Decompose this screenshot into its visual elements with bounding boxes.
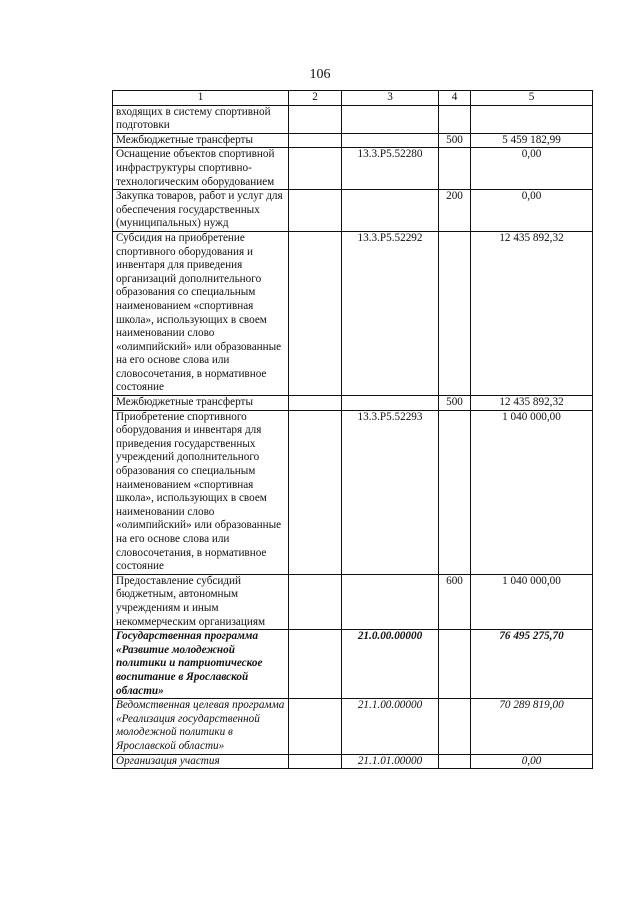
row-code-cell — [342, 396, 439, 411]
table-row — [113, 105, 593, 133]
row-name-cell: Субсидия на приобретение спортивного оборудования и инвентаря для приведения организаций дополнительного образования со специальным наименованием «спортивная школа», использующих в своем наименовании слово «олимпийский» или образованные на его основе слова или словосочетания, в нормативное состояние — [113, 231, 289, 395]
row-type-cell — [439, 410, 471, 574]
row-name-cell: Межбюджетные трансферты — [113, 133, 289, 148]
row-amount-cell: 0,00 — [471, 148, 593, 190]
table-row — [113, 699, 593, 754]
row-type-cell: 500 — [439, 133, 471, 148]
table-row — [113, 190, 593, 232]
row-col2-cell — [289, 410, 342, 574]
row-code-cell: 13.3.Р5.52293 — [342, 410, 439, 574]
table-row — [113, 574, 593, 629]
row-type-cell: 600 — [439, 574, 471, 629]
row-col2-cell — [289, 105, 342, 133]
row-col2-cell — [289, 574, 342, 629]
header-col-1: 1 — [113, 91, 289, 106]
table-row — [113, 133, 593, 148]
table-body — [113, 105, 593, 769]
row-name-cell: Оснащение объектов спортивной инфраструктуры спортивно-технологическим оборудованием — [113, 148, 289, 190]
row-code-cell: 21.1.01.00000 — [342, 754, 439, 769]
row-amount-cell: 1 040 000,00 — [471, 410, 593, 574]
table-row — [113, 231, 593, 395]
header-col-2: 2 — [289, 91, 342, 106]
row-amount-cell: 12 435 892,32 — [471, 396, 593, 411]
row-col2-cell — [289, 231, 342, 395]
row-col2-cell — [289, 699, 342, 754]
row-type-cell — [439, 630, 471, 699]
row-code-cell — [342, 105, 439, 133]
row-col2-cell — [289, 754, 342, 769]
row-code-cell: 13.3.Р5.52280 — [342, 148, 439, 190]
row-code-cell — [342, 133, 439, 148]
row-type-cell — [439, 231, 471, 395]
row-col2-cell — [289, 190, 342, 232]
row-name-cell: Приобретение спортивного оборудования и инвентаря для приведения государственных учреждений дополнительного образования со специальным наименованием «спортивная школа», использующих в своем наименовании слово «олимпийский» или образованные на его основе слова или словосочетания, в нормативное состояние — [113, 410, 289, 574]
row-name-cell: Межбюджетные трансферты — [113, 396, 289, 411]
row-type-cell: 500 — [439, 396, 471, 411]
table-row — [113, 410, 593, 574]
header-col-5: 5 — [471, 91, 593, 106]
budget-table — [112, 90, 593, 769]
row-amount-cell: 76 495 275,70 — [471, 630, 593, 699]
row-col2-cell — [289, 630, 342, 699]
row-amount-cell: 1 040 000,00 — [471, 574, 593, 629]
row-name-cell: Государственная программа «Развитие молодежной политики и патриотическое воспитание в Ярославской области» — [113, 630, 289, 699]
row-amount-cell: 12 435 892,32 — [471, 231, 593, 395]
table-row — [113, 754, 593, 769]
row-col2-cell — [289, 148, 342, 190]
header-row — [113, 91, 593, 106]
row-name-cell: Предоставление субсидий бюджетным, автономным учреждениям и иным некоммерческим организациям — [113, 574, 289, 629]
row-name-cell: входящих в систему спортивной подготовки — [113, 105, 289, 133]
row-name-cell: Организация участия — [113, 754, 289, 769]
row-amount-cell: 0,00 — [471, 190, 593, 232]
row-type-cell — [439, 105, 471, 133]
row-amount-cell: 70 289 819,00 — [471, 699, 593, 754]
row-code-cell: 21.1.00.00000 — [342, 699, 439, 754]
row-col2-cell — [289, 133, 342, 148]
table-row — [113, 148, 593, 190]
row-type-cell — [439, 699, 471, 754]
row-code-cell — [342, 190, 439, 232]
row-name-cell: Ведомственная целевая программа «Реализация государственной молодежной политики в Ярославской области» — [113, 699, 289, 754]
row-amount-cell: 0,00 — [471, 754, 593, 769]
page-number: 106 — [309, 67, 331, 82]
row-col2-cell — [289, 396, 342, 411]
row-type-cell — [439, 148, 471, 190]
row-code-cell: 21.0.00.00000 — [342, 630, 439, 699]
table-row — [113, 396, 593, 411]
row-amount-cell — [471, 105, 593, 133]
row-name-cell: Закупка товаров, работ и услуг для обеспечения государственных (муниципальных) нужд — [113, 190, 289, 232]
row-type-cell — [439, 754, 471, 769]
row-type-cell: 200 — [439, 190, 471, 232]
row-code-cell: 13.3.Р5.52292 — [342, 231, 439, 395]
table-row — [113, 630, 593, 699]
header-col-3: 3 — [342, 91, 439, 106]
row-code-cell — [342, 574, 439, 629]
header-col-4: 4 — [439, 91, 471, 106]
row-amount-cell: 5 459 182,99 — [471, 133, 593, 148]
